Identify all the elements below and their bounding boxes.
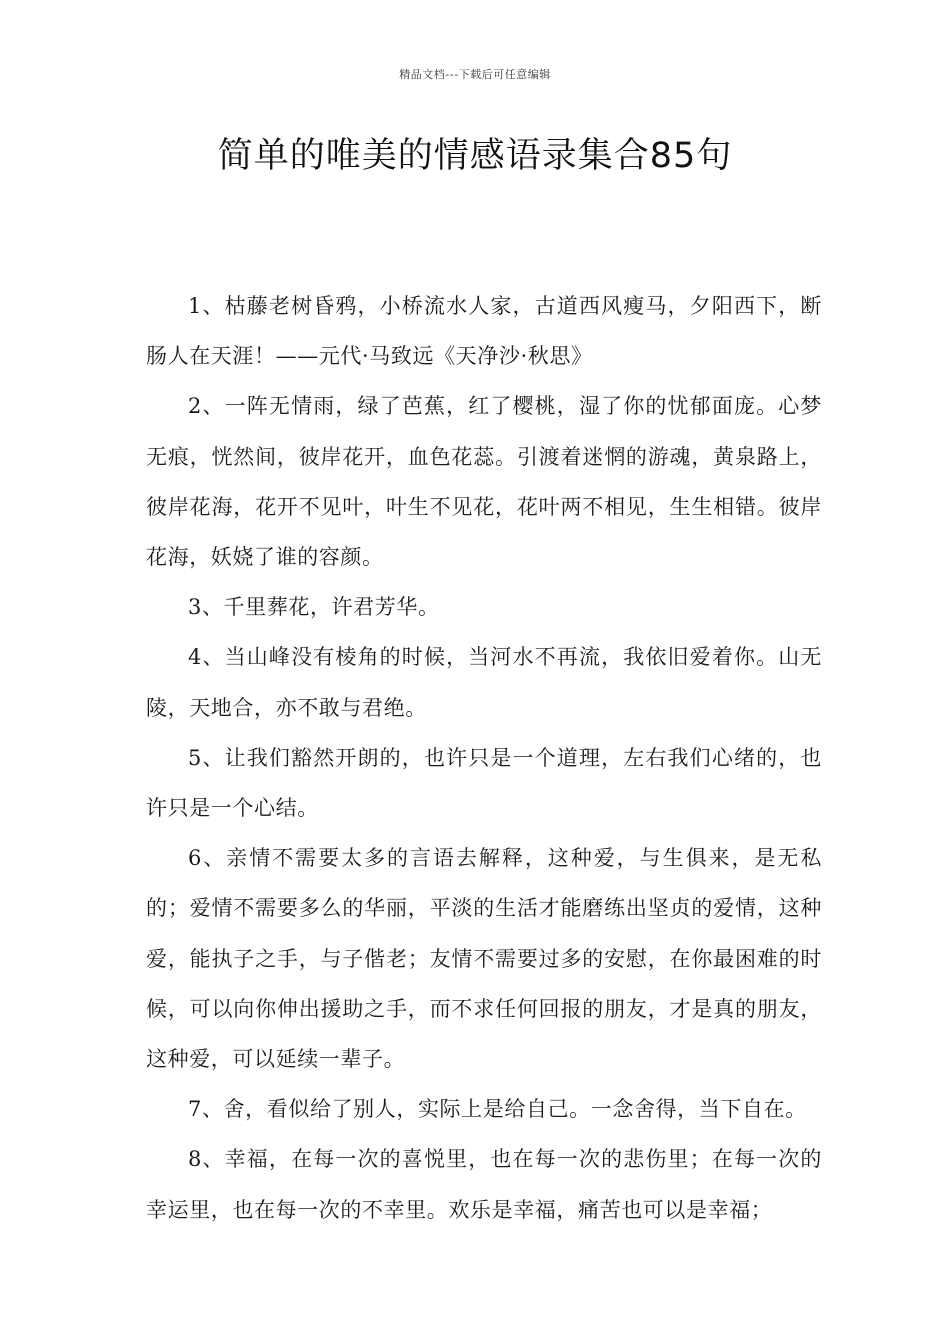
quote-paragraph-1: 1、枯藤老树昏鸦，小桥流水人家，古道西风瘦马，夕阳西下，断肠人在天涯！——元代·马致远《天净沙·秋思》 [146, 294, 822, 369]
quote-paragraph-5: 5、让我们豁然开朗的，也许只是一个道理，左右我们心绪的，也许只是一个心结。 [146, 745, 822, 821]
quote-paragraph-2: 2、一阵无情雨，绿了芭蕉，红了樱桃，湿了你的忧郁面庞。心梦无痕，恍然间，彼岸花开，血色花蕊。引渡着迷惘的游魂，黄泉路上，彼岸花海，花开不见叶，叶生不见花，花叶两不相见，生生相错。彼岸花海，妖娆了谁的容颜。 [146, 394, 822, 570]
document-title: 简单的唯美的情感语录集合85句 [217, 136, 733, 176]
quote-paragraph-7: 7、舍，看似给了别人，实际上是给自己。一念舍得，当下自在。 [188, 1097, 807, 1122]
quote-paragraph-4: 4、当山峰没有棱角的时候，当河水不再流，我依旧爱着你。山无陵，天地合，亦不敢与君绝。 [146, 645, 822, 720]
quote-paragraph-6: 6、亲情不需要太多的言语去解释，这种爱，与生俱来，是无私的；爱情不需要多么的华丽，平淡的生活才能磨练出坚贞的爱情，这种爱，能执子之手，与子偕老；友情不需要过多的安慰，在你最困难的时候，可以向你伸出援助之手，而不求任何回报的朋友，才是真的朋友，这种爱，可以延续一辈子。 [146, 846, 822, 1072]
document-body [146, 281, 822, 1235]
quote-paragraph-8: 8、幸福，在每一次的喜悦里，也在每一次的悲伤里；在每一次的幸运里，也在每一次的不幸里。欢乐是幸福，痛苦也可以是幸福； [146, 1147, 822, 1222]
quote-paragraph-3: 3、千里葬花，许君芳华。 [188, 595, 440, 620]
header-note: 精品文档---下载后可任意编辑 [399, 68, 551, 81]
